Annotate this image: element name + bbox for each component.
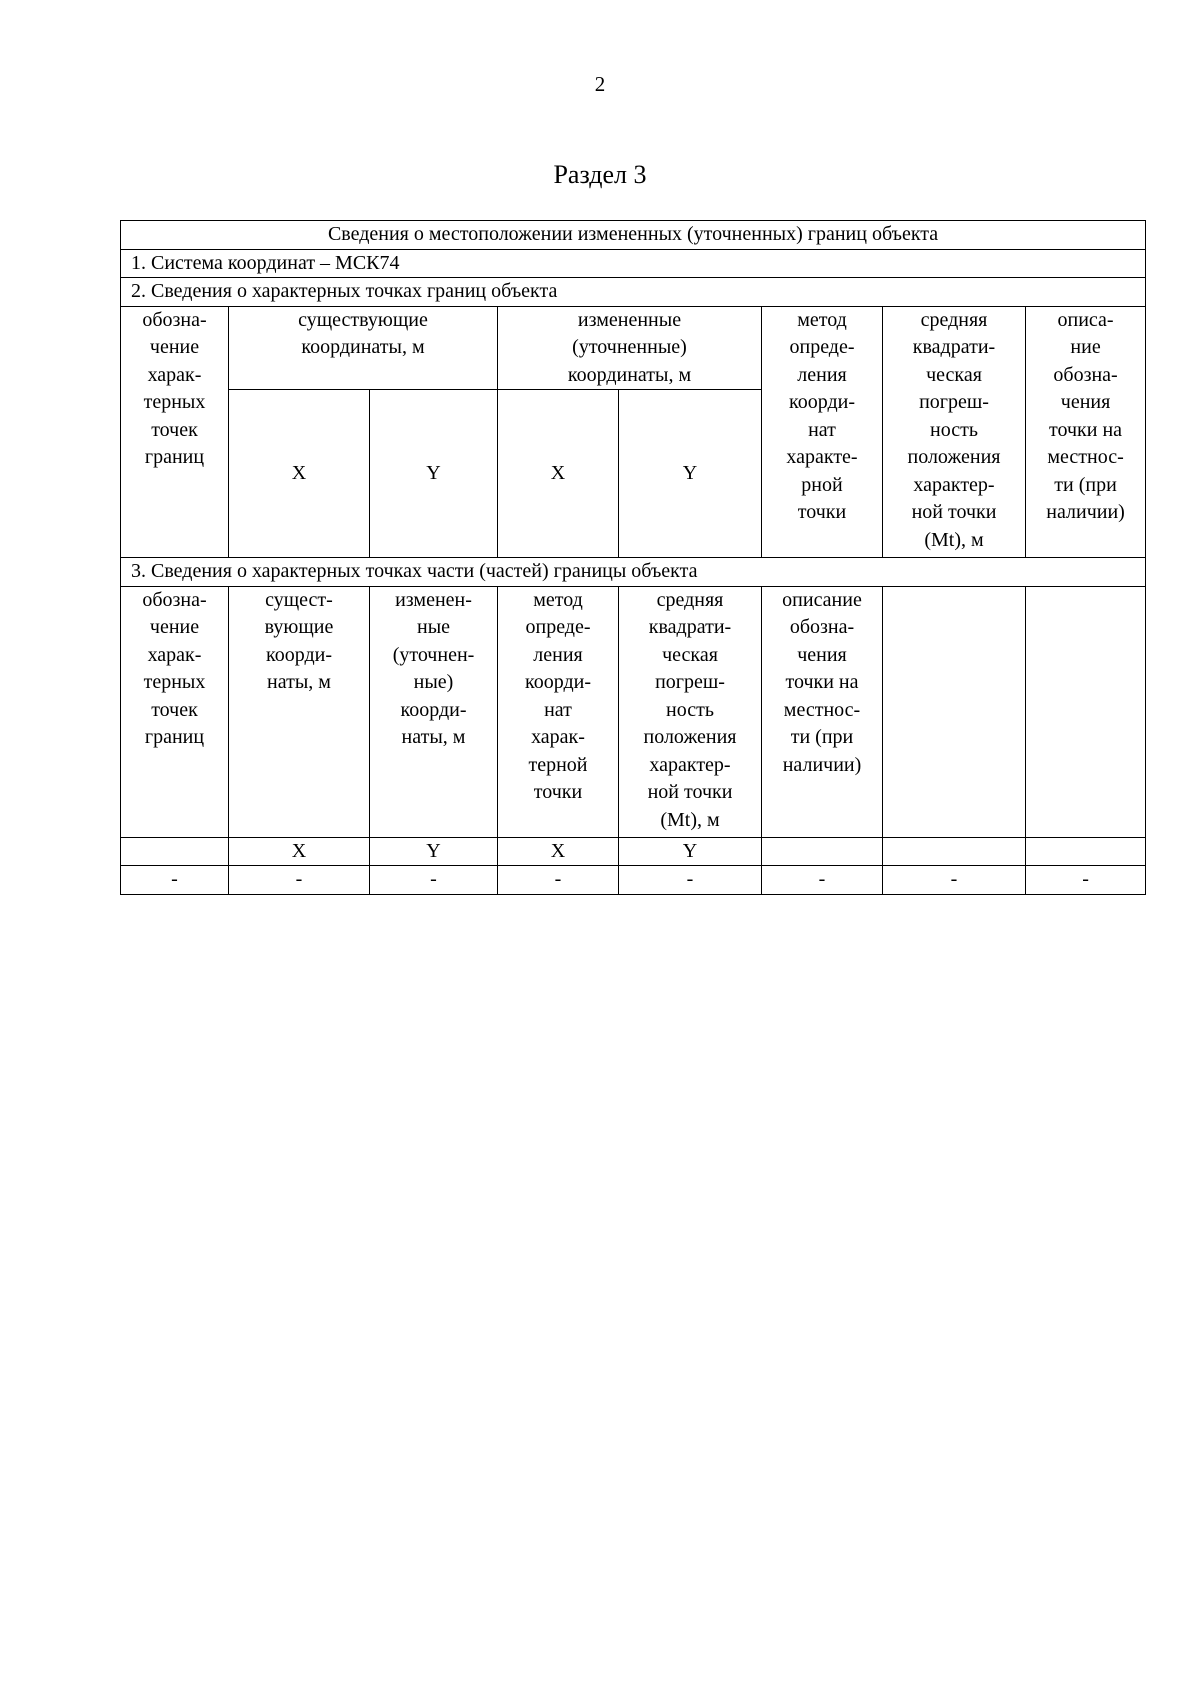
s2-header-description: описа- ние обозна- чения точки на местнос- ти (при наличии) [1026,306,1146,558]
s3-header-empty-2 [1026,586,1146,837]
table-cell: X [229,837,370,866]
s2-header-x-changed: X [498,390,619,558]
section3-title: 3. Сведения о характерных точках части (частей) границы объекта [121,558,1146,587]
page-number: 2 [594,72,606,96]
section2-title: 2. Сведения о характерных точках границ объекта [121,278,1146,307]
s3-xy-row [121,837,1146,866]
s2-header-existing-coords: существующие координаты, м [229,306,498,390]
table-cell: Y [619,837,762,866]
table-row [121,866,1146,895]
s3-header-empty-1 [883,586,1026,837]
table-cell: - [1026,866,1146,895]
table-cell: - [619,866,762,895]
table-cell [121,837,229,866]
s3-header-error: средняя квадрати- ческая погреш- ность положения характер- ной точки (Mt), м [619,586,762,837]
s2-header-designation: обозна- чение харак- терных точек границ [121,306,229,558]
table-cell [762,837,883,866]
coord-system-row: 1. Система координат – МСК74 [121,249,1146,278]
table-cell: - [498,866,619,895]
s3-header-changed-coords: изменен- ные (уточнен- ные) коорди- наты, м [370,586,498,837]
s2-header-y-changed: Y [619,390,762,558]
boundary-table [120,220,1146,895]
table-cell: - [370,866,498,895]
table-cell: - [229,866,370,895]
s2-header-method: метод опреде- ления коорди- нат характе- рной точки [762,306,883,558]
table-cell [883,837,1026,866]
table-title: Сведения о местоположении измененных (уточненных) границ объекта [121,221,1146,250]
s2-header-changed-coords: измененные (уточненные) координаты, м [498,306,762,390]
table-cell [1026,837,1146,866]
table-cell: - [762,866,883,895]
s2-header-error: средняя квадрати- ческая погреш- ность положения характер- ной точки (Mt), м [883,306,1026,558]
table-cell: X [498,837,619,866]
s3-header-method: метод опреде- ления коорди- нат харак- терной точки [498,586,619,837]
section-title: Раздел 3 [553,160,647,189]
table-cell: - [121,866,229,895]
s3-header-designation: обозна- чение харак- терных точек границ [121,586,229,837]
s2-header-x-existing: X [229,390,370,558]
table-cell: Y [370,837,498,866]
s3-header-description: описание обозна- чения точки на местнос- ти (при наличии) [762,586,883,837]
s3-header-existing-coords: сущест- вующие коорди- наты, м [229,586,370,837]
table-cell: - [883,866,1026,895]
s2-header-y-existing: Y [370,390,498,558]
